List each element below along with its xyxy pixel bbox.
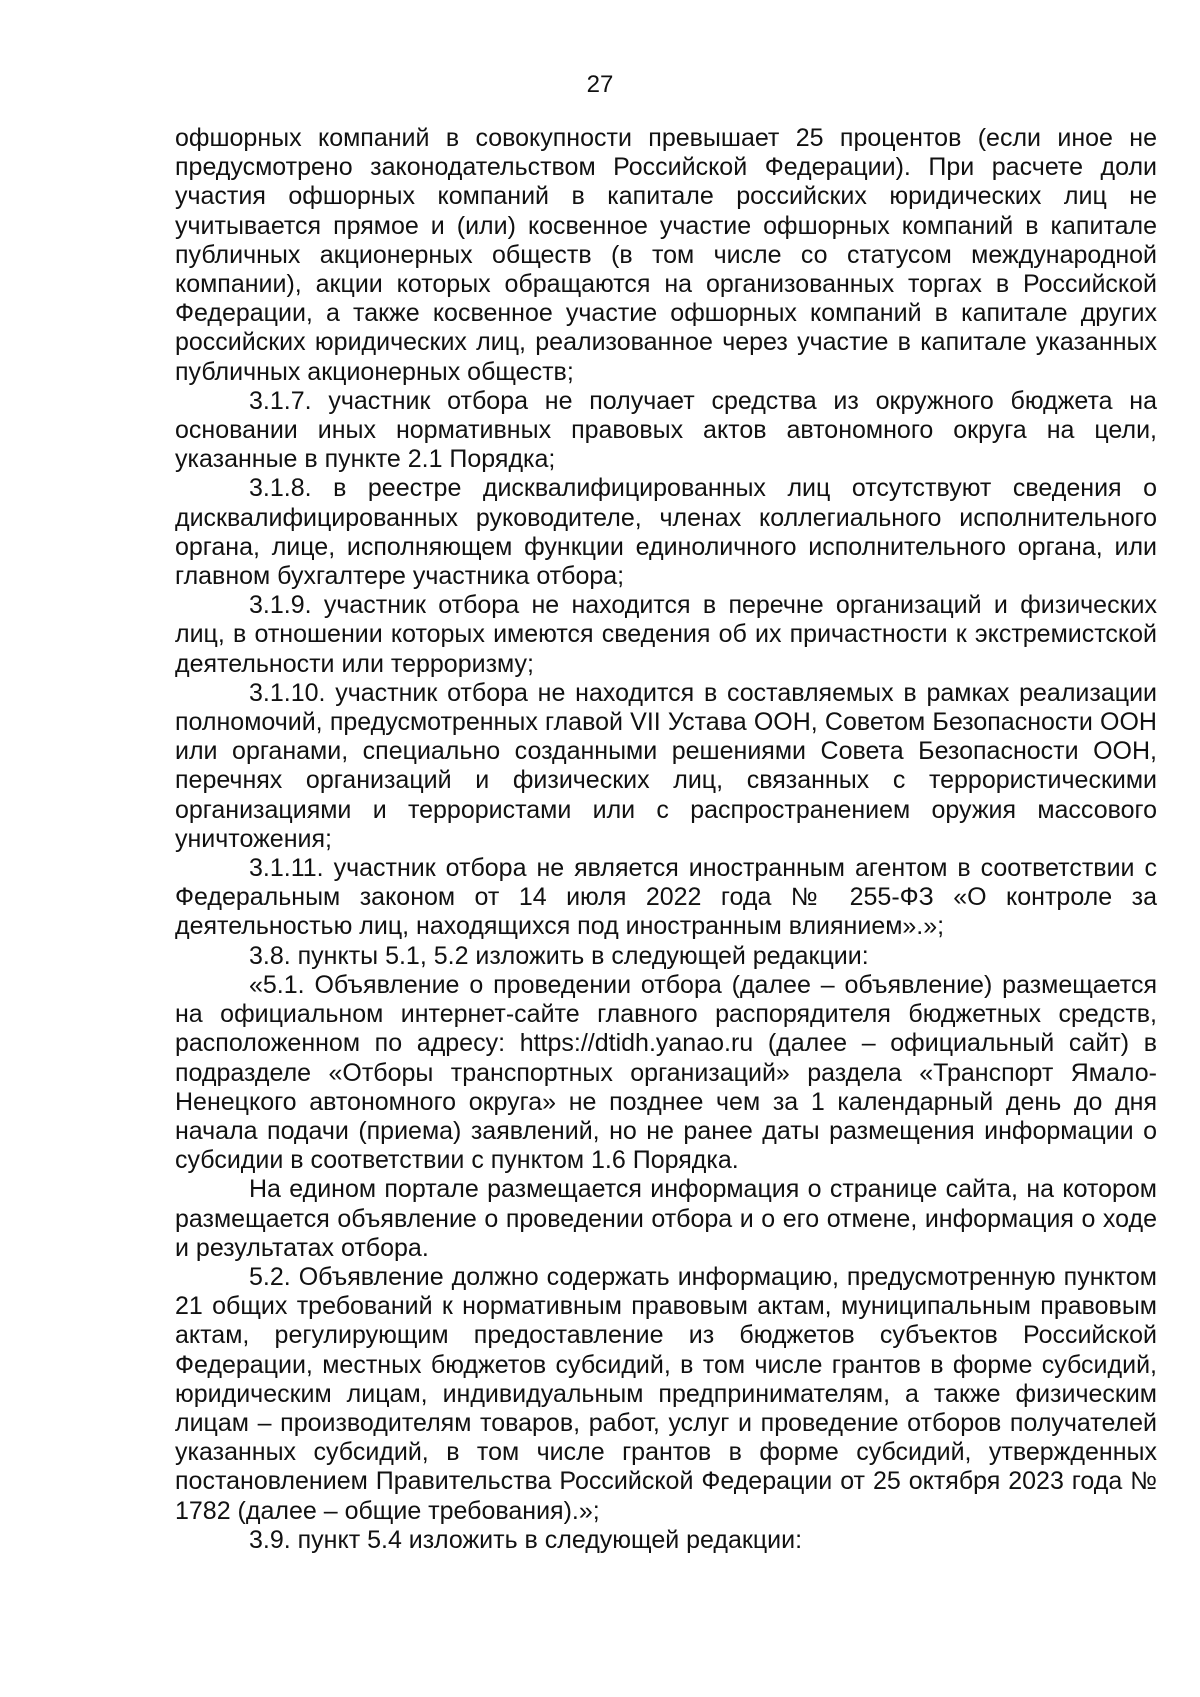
paragraph-unified-portal: На едином портале размещается информация о странице сайта, на котором размещается объявление о проведении отбора и о его отмене, информация о ходе и результатах отбора. [175, 1175, 1157, 1262]
paragraph-3-1-11: 3.1.11. участник отбора не является иностранным агентом в соответствии с Федеральным законом от 14 июля 2022 года № 255-ФЗ «О контроле за деятельностью лиц, находящихся под иностранным влиянием».»; [175, 854, 1157, 941]
paragraph-3-9: 3.9. пункт 5.4 изложить в следующей редакции: [249, 1525, 803, 1554]
paragraph-offshore-participation: офшорных компаний в совокупности превышает 25 процентов (если иное не предусмотрено законодательством Российской Федерации). При расчете доли участия офшорных компаний в капитале российских юридических лиц не учитывается прямое и (или) косвенное участие офшорных компаний в капитале публичных акционерных обществ (в том числе со статусом международной компании), акции которых обращаются на организованных торгах в Российской Федерации, а также косвенное участие офшорных компаний в капитале других российских юридических лиц, реализованное через участие в капитале указанных публичных акционерных обществ; [175, 124, 1157, 386]
document-body [175, 124, 1157, 1555]
paragraph-3-1-7: 3.1.7. участник отбора не получает средства из окружного бюджета на основании иных нормативных правовых актов автономного округа на цели, указанные в пункте 2.1 Порядка; [175, 386, 1157, 474]
paragraph-3-1-8: 3.1.8. в реестре дисквалифицированных лиц отсутствуют сведения о дисквалифицированных руководителе, членах коллегиального исполнительного органа, лице, исполняющем функции единоличного исполнительного органа, или главном бухгалтере участника отбора; [175, 474, 1157, 591]
paragraph-3-8: 3.8. пункты 5.1, 5.2 изложить в следующей редакции: [249, 941, 869, 970]
paragraph-3-1-9: 3.1.9. участник отбора не находится в перечне организаций и физических лиц, в отношении которых имеются сведения об их причастности к экстремистской деятельности или терроризму; [175, 591, 1157, 678]
paragraph-3-1-10: 3.1.10. участник отбора не находится в составляемых в рамках реализации полномочий, предусмотренных главой VII Устава ООН, Советом Безопасности ООН или органами, специально созданными решениями Совета Безопасности ООН, перечнях организаций и физических лиц, связанных с террористическими организациями и террористами или с распространением оружия массового уничтожения; [175, 678, 1157, 853]
paragraph-5-1: «5.1. Объявление о проведении отбора (далее – объявление) размещается на официальном интернет-сайте главного распорядителя бюджетных средств, расположенном по адресу: https://dtidh.yanao.ru (далее – официальный сайт) в подразделе «Отборы транспортных организаций» раздела «Транспорт Ямало-Ненецкого автономного округа» не позднее чем за 1 календарный день до дня начала подачи (приема) заявлений, но не ранее даты размещения информации о субсидии в соответствии с пунктом 1.6 Порядка. [175, 970, 1157, 1175]
page-number: 27 [586, 71, 614, 98]
paragraph-5-2: 5.2. Объявление должно содержать информацию, предусмотренную пунктом 21 общих требований к нормативным правовым актам, муниципальным правовым актам, регулирующим предоставление из бюджетов субъектов Российской Федерации, местных бюджетов субсидий, в том числе грантов в форме субсидий, юридическим лицам, индивидуальным предпринимателям, а также физическим лицам – производителям товаров, работ, услуг и проведение отборов получателей указанных субсидий, в том числе грантов в форме субсидий, утвержденных постановлением Правительства Российской Федерации от 25 октября 2023 года № 1782 (далее – общие требования).»; [175, 1262, 1157, 1525]
